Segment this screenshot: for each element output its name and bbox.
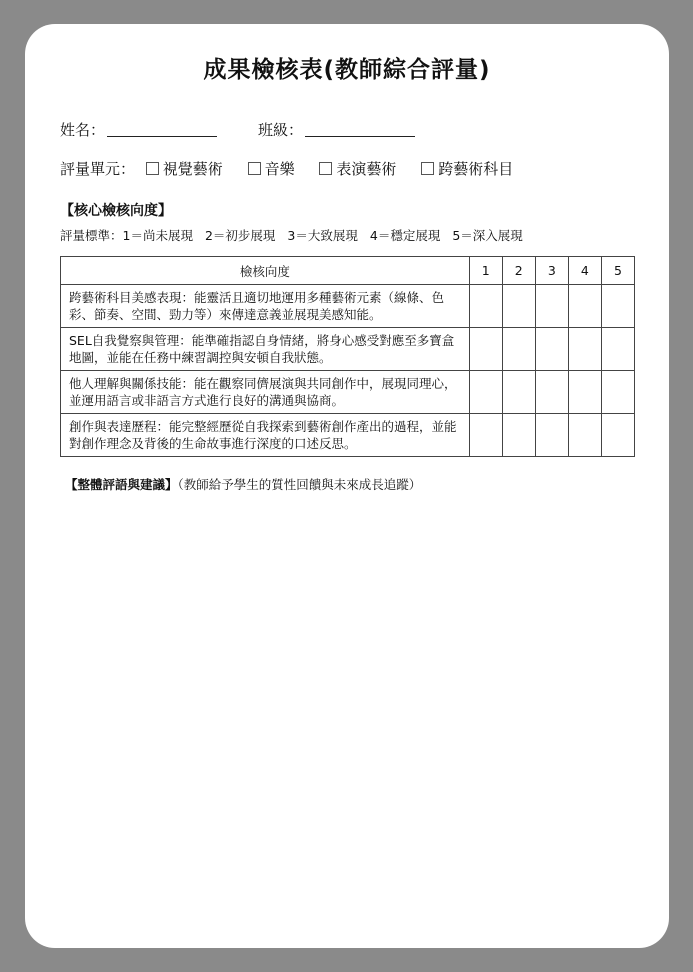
unit-option-visual-arts[interactable]: 視覺藝術 xyxy=(146,158,223,179)
score-cell[interactable] xyxy=(568,371,601,414)
score-cell[interactable] xyxy=(502,328,535,371)
score-cell[interactable] xyxy=(502,414,535,457)
unit-option-music[interactable]: 音樂 xyxy=(248,158,295,179)
section-heading: 【核心檢核向度】 xyxy=(60,203,172,219)
assessment-sheet xyxy=(25,24,669,948)
score-cell[interactable] xyxy=(502,371,535,414)
score-header-1: 1 xyxy=(469,257,502,285)
score-cell[interactable] xyxy=(601,414,634,457)
criteria-level-4: 4＝穩定展現 xyxy=(369,228,441,243)
criteria-level-5: 5＝深入展現 xyxy=(452,228,523,243)
score-cell[interactable] xyxy=(601,371,634,414)
criteria-label: 評量標準： xyxy=(60,228,123,243)
score-cell[interactable] xyxy=(535,414,568,457)
dimension-description: 創作與表達歷程：能完整經歷從自我探索到藝術創作產出的過程，並能對創作理念及背後的生命故事進行深度的口述反思。 xyxy=(61,414,470,457)
page-title: 成果檢核表(教師綜合評量) xyxy=(203,57,491,83)
class-label: 班級： xyxy=(258,121,304,139)
score-cell[interactable] xyxy=(535,285,568,328)
score-cell[interactable] xyxy=(568,328,601,371)
unit-option-performing-arts[interactable]: 表演藝術 xyxy=(319,158,396,179)
score-cell[interactable] xyxy=(601,285,634,328)
checkbox-icon[interactable] xyxy=(248,162,261,175)
table-header-dimension: 檢核向度 xyxy=(61,257,470,285)
dimension-description: SEL自我覺察與管理：能準確指認自身情緒，將身心感受對應至多寶盒地圖，並能在任務中練習調控與安頓自我狀態。 xyxy=(61,328,470,371)
score-cell[interactable] xyxy=(469,371,502,414)
name-label: 姓名： xyxy=(60,121,106,139)
criteria-level-1: 1＝尚未展現 xyxy=(122,228,193,243)
assessment-table xyxy=(60,256,635,457)
table-row xyxy=(61,414,635,457)
overall-heading: 【整體評語與建議】 xyxy=(65,477,178,492)
score-cell[interactable] xyxy=(469,328,502,371)
table-row xyxy=(61,328,635,371)
score-cell[interactable] xyxy=(502,285,535,328)
class-field xyxy=(258,119,415,140)
score-header-4: 4 xyxy=(568,257,601,285)
assessment-units xyxy=(60,158,533,179)
score-cell[interactable] xyxy=(568,414,601,457)
score-cell[interactable] xyxy=(535,371,568,414)
checkbox-icon[interactable] xyxy=(146,162,159,175)
overall-comments xyxy=(65,475,421,493)
score-cell[interactable] xyxy=(601,328,634,371)
score-cell[interactable] xyxy=(568,285,601,328)
score-header-3: 3 xyxy=(535,257,568,285)
criteria-level-3: 3＝大致展現 xyxy=(287,228,358,243)
checkbox-icon[interactable] xyxy=(421,162,434,175)
score-header-2: 2 xyxy=(502,257,535,285)
table-row xyxy=(61,371,635,414)
scoring-criteria xyxy=(60,226,535,244)
dimension-description: 他人理解與關係技能：能在觀察同儕展演與共同創作中，展現同理心，並運用語言或非語言方式進行良好的溝通與協商。 xyxy=(61,371,470,414)
criteria-level-2: 2＝初步展現 xyxy=(204,228,276,243)
table-row xyxy=(61,285,635,328)
overall-note: （教師給予學生的質性回饋與未來成長追蹤） xyxy=(177,477,422,492)
table-header-row xyxy=(61,257,635,285)
units-label: 評量單元： xyxy=(60,160,136,178)
dimension-description: 跨藝術科目美感表現：能靈活且適切地運用多種藝術元素（線條、色彩、節奏、空間、勁力等）來傳達意義並展現美感知能。 xyxy=(61,285,470,328)
score-header-5: 5 xyxy=(601,257,634,285)
checkbox-icon[interactable] xyxy=(319,162,332,175)
name-blank-line[interactable] xyxy=(107,122,217,137)
score-cell[interactable] xyxy=(535,328,568,371)
unit-option-cross-arts[interactable]: 跨藝術科目 xyxy=(421,158,513,179)
score-cell[interactable] xyxy=(469,285,502,328)
name-field xyxy=(60,119,217,140)
score-cell[interactable] xyxy=(469,414,502,457)
class-blank-line[interactable] xyxy=(305,122,415,137)
